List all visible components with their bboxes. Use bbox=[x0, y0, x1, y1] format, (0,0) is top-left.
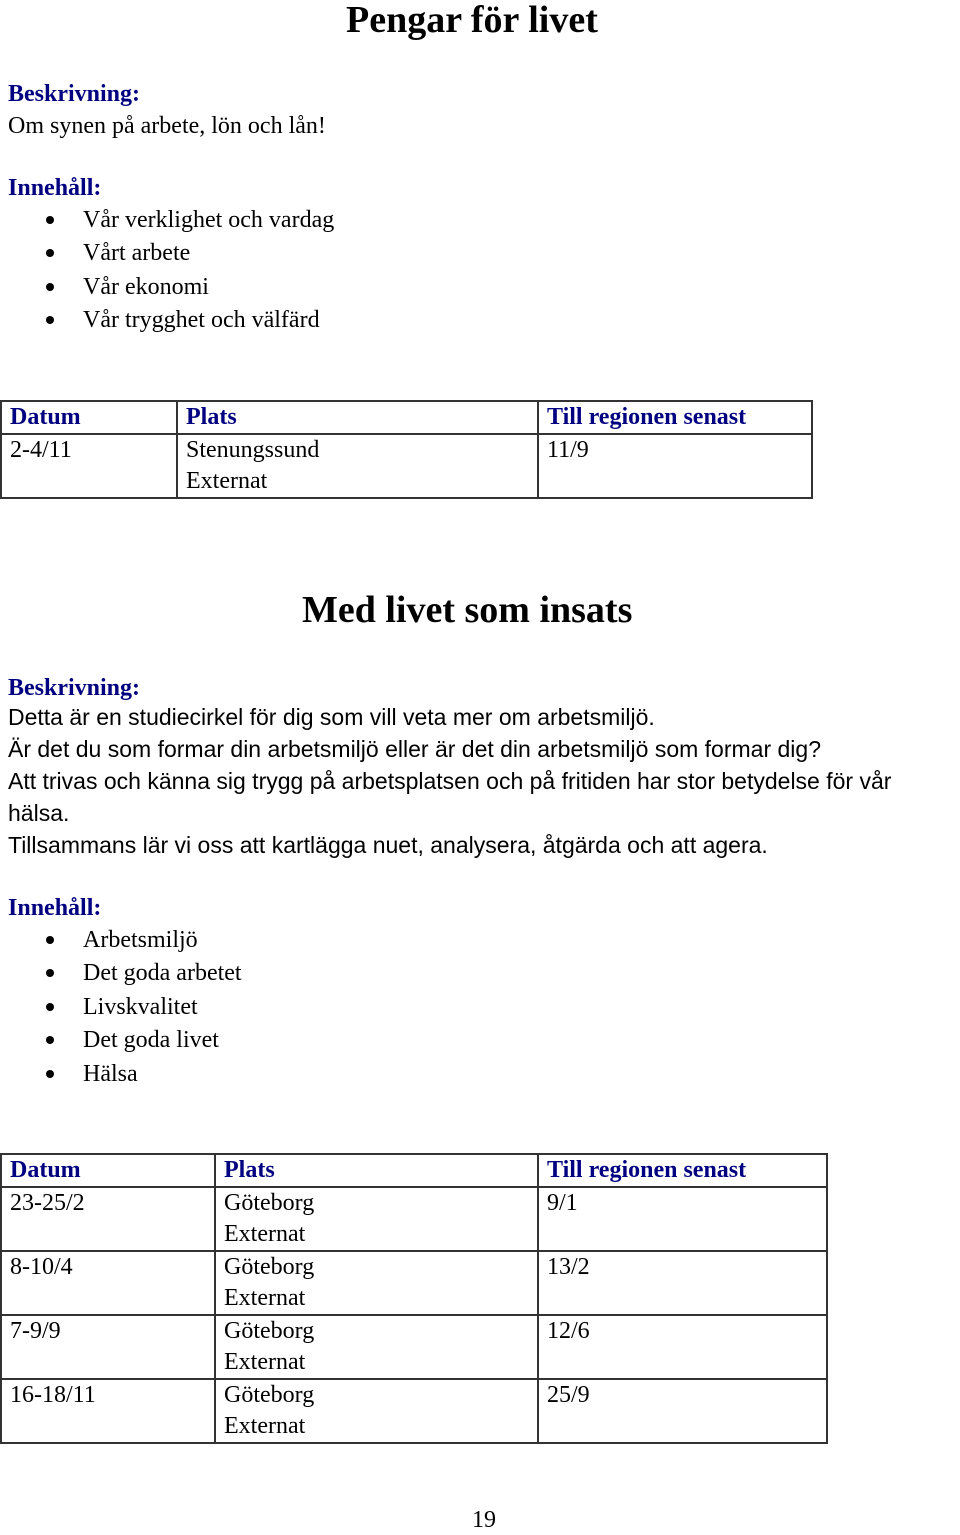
table-row bbox=[1, 1251, 827, 1315]
section1-schedule-table bbox=[0, 400, 813, 499]
list-item: Livskvalitet bbox=[0, 991, 242, 1024]
cell-deadline: 9/1 bbox=[538, 1187, 827, 1251]
place-name: Göteborg bbox=[224, 1318, 315, 1344]
section2-description-line: Detta är en studiecirkel för dig som vill veta mer om arbetsmiljö. bbox=[8, 704, 655, 730]
cell-deadline: 25/9 bbox=[538, 1379, 827, 1443]
cell-date: 16-18/11 bbox=[1, 1379, 215, 1443]
section2-content-list bbox=[0, 924, 242, 1091]
section2-description-line: Är det du som formar din arbetsmiljö eller är det din arbetsmiljö som formar dig? bbox=[8, 736, 821, 762]
course-type: Externat bbox=[224, 1221, 306, 1247]
section2-description-line: Tillsammans lär vi oss att kartlägga nuet, analysera, åtgärda och att agera. bbox=[8, 832, 768, 858]
section1-content-list bbox=[0, 204, 334, 338]
course-type: Externat bbox=[224, 1285, 306, 1311]
place-name: Göteborg bbox=[224, 1382, 315, 1408]
cell-date: 2-4/11 bbox=[1, 434, 177, 498]
list-item: Arbetsmiljö bbox=[0, 924, 242, 957]
cell-date: 7-9/9 bbox=[1, 1315, 215, 1379]
section2-description-line: hälsa. bbox=[8, 800, 70, 826]
cell-place bbox=[177, 434, 538, 498]
place-name: Stenungssund bbox=[186, 437, 320, 463]
page-number: 19 bbox=[472, 1507, 496, 1533]
section2-title: Med livet som insats bbox=[302, 589, 633, 631]
section1-description: Om synen på arbete, lön och lån! bbox=[8, 113, 326, 139]
section2-schedule-table bbox=[0, 1153, 828, 1444]
section2-content-label: Innehåll: bbox=[8, 895, 102, 921]
cell-place bbox=[215, 1315, 538, 1379]
cell-date: 23-25/2 bbox=[1, 1187, 215, 1251]
header-deadline: Till regionen senast bbox=[538, 1154, 827, 1187]
list-item: Det goda livet bbox=[0, 1024, 242, 1057]
cell-place bbox=[215, 1379, 538, 1443]
header-place: Plats bbox=[177, 401, 538, 434]
cell-deadline: 13/2 bbox=[538, 1251, 827, 1315]
table-row bbox=[1, 1187, 827, 1251]
course-type: Externat bbox=[224, 1413, 306, 1439]
place-name: Göteborg bbox=[224, 1190, 315, 1216]
section1-description-label: Beskrivning: bbox=[8, 81, 141, 107]
cell-date: 8-10/4 bbox=[1, 1251, 215, 1315]
table-header-row bbox=[1, 1154, 827, 1187]
cell-deadline: 12/6 bbox=[538, 1315, 827, 1379]
header-place: Plats bbox=[215, 1154, 538, 1187]
list-item: Det goda arbetet bbox=[0, 957, 242, 990]
section1-content-label: Innehåll: bbox=[8, 175, 102, 201]
header-date: Datum bbox=[1, 401, 177, 434]
list-item: Vår ekonomi bbox=[0, 271, 334, 304]
section2-description-label: Beskrivning: bbox=[8, 675, 141, 701]
table-row bbox=[1, 1315, 827, 1379]
list-item: Vår verklighet och vardag bbox=[0, 204, 334, 237]
table-row bbox=[1, 1379, 827, 1443]
cell-place bbox=[215, 1251, 538, 1315]
section2-description-line: Att trivas och känna sig trygg på arbetsplatsen och på fritiden har stor betydelse för vår bbox=[8, 768, 892, 794]
course-type: Externat bbox=[186, 468, 268, 494]
table-header-row bbox=[1, 401, 812, 434]
header-deadline: Till regionen senast bbox=[538, 401, 812, 434]
list-item: Hälsa bbox=[0, 1058, 242, 1091]
cell-place bbox=[215, 1187, 538, 1251]
list-item: Vårt arbete bbox=[0, 237, 334, 270]
header-date: Datum bbox=[1, 1154, 215, 1187]
section1-title: Pengar för livet bbox=[346, 0, 598, 41]
table-row bbox=[1, 434, 812, 498]
course-type: Externat bbox=[224, 1349, 306, 1375]
list-item: Vår trygghet och välfärd bbox=[0, 304, 334, 337]
cell-deadline: 11/9 bbox=[538, 434, 812, 498]
place-name: Göteborg bbox=[224, 1254, 315, 1280]
